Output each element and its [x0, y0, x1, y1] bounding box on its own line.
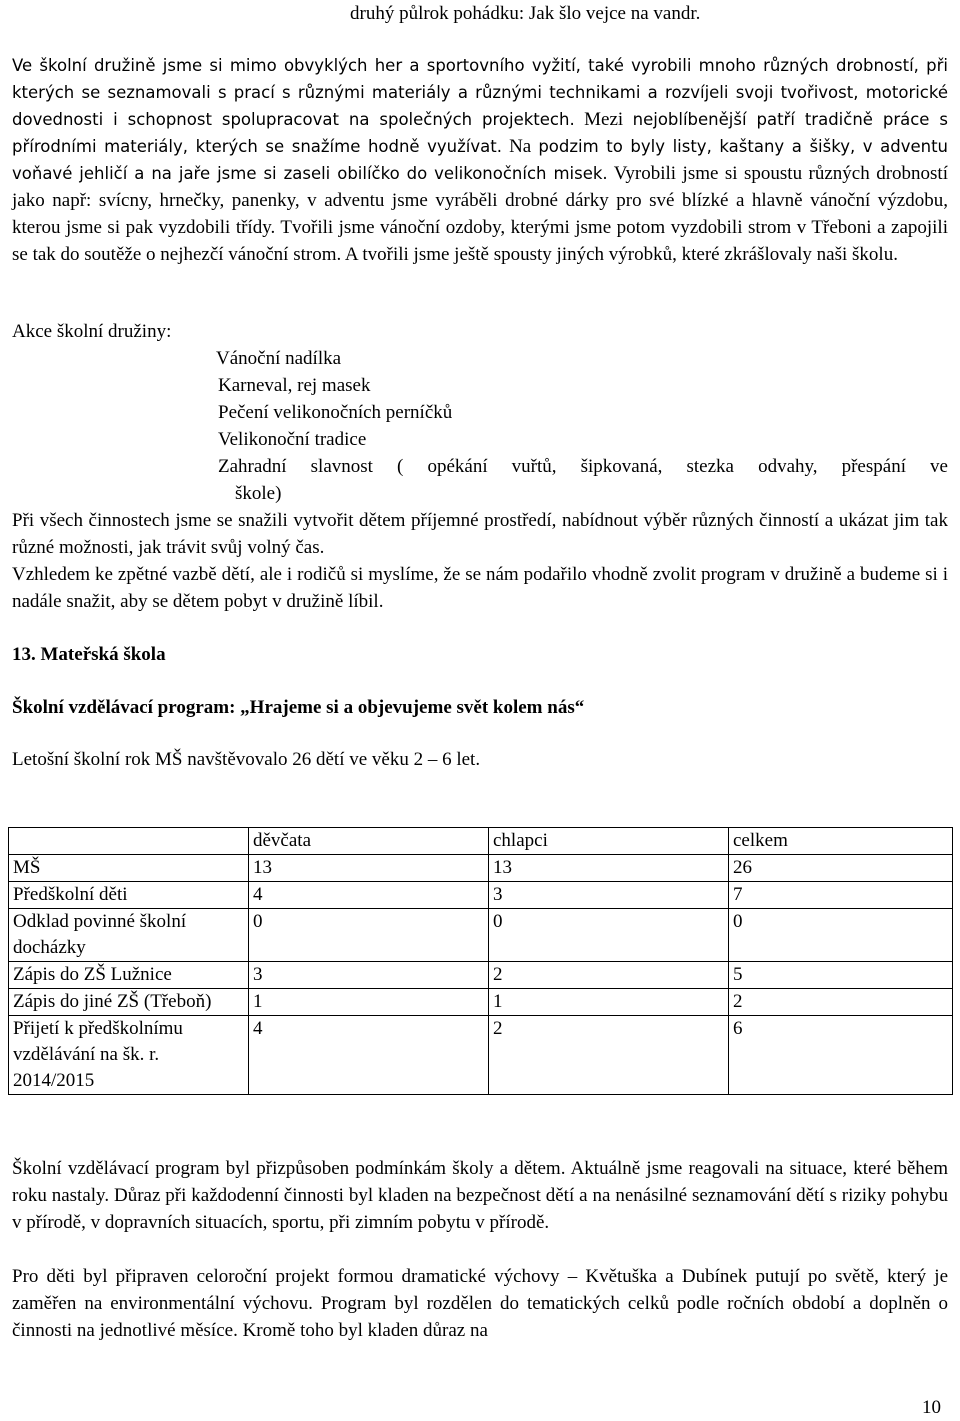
action-item: Vánoční nadílka: [216, 348, 342, 369]
table-cell: 2: [489, 962, 729, 989]
intro-serif-2: Na: [509, 136, 532, 157]
action-item-continuation: škole): [235, 483, 282, 504]
table-cell: 0: [249, 909, 489, 962]
table-row: [9, 1016, 953, 1095]
intro-sans-1: Ve školní družině jsme si mimo obvyklých her a sportovního vyžití, také vyrobili mnoho různých drobností, při kterých se seznamovali s prací s různými materiály a různými technikami a rozvíjeli svoji tvořivost, motorické dovednosti i schopnost spolupracovat na společných projektech.: [12, 56, 948, 129]
intro-sans-2: nejoblíbenější patří tradičně práce s přírodními materiály, kterých se snažíme hodně využívat.: [12, 110, 948, 156]
table-cell: 13: [249, 855, 489, 882]
action-item: Pečení velikonočních perníčků: [218, 402, 453, 423]
table-row: [9, 855, 953, 882]
table-header-cell: [9, 828, 249, 855]
table-cell: 2: [489, 1016, 729, 1095]
table-cell: 1: [489, 989, 729, 1016]
intro-paragraph: [12, 52, 948, 268]
table-cell: 26: [729, 855, 953, 882]
paragraph-activities: Při všech činnostech jsme se snažili vytvořit dětem příjemné prostředí, nabídnout výběr různých činností a ukázat jim tak různé možnosti, jak trávit svůj volný čas.: [12, 510, 948, 558]
table-cell: Odklad povinné školní docházky: [9, 909, 249, 962]
table-header-cell: děvčata: [249, 828, 489, 855]
attendance-text: Letošní školní rok MŠ navštěvovalo 26 dětí ve věku 2 – 6 let.: [12, 749, 481, 770]
table-cell: 0: [489, 909, 729, 962]
intro-serif-3: Vyrobili jsme si spoustu různých drobností jako např: svícny, hrnečky, panenky, v adventu jsme vyráběli drobné dárky pro své blízké a hlavně vánoční výzdobu, kterou jsme si pak vyzdobili třídy. Tvořili jsme vánoční ozdoby, kterými jsme potom vyzdobili strom v Třeboni a zapojili se tak do soutěže o nejhezčí vánoční strom. A tvořili jsme ještě spousty jiných výrobků, které zkrášlovaly naši školu.: [12, 163, 948, 265]
table-header-row: [9, 828, 953, 855]
table-row: [9, 989, 953, 1016]
action-item: Velikonoční tradice: [218, 429, 367, 450]
actions-list: [216, 345, 948, 507]
table-cell: Zápis do ZŠ Lužnice: [9, 962, 249, 989]
table-cell: 7: [729, 882, 953, 909]
top-line: druhý půlrok pohádku: Jak šlo vejce na vandr.: [350, 3, 701, 24]
table-cell: Předškolní děti: [9, 882, 249, 909]
actions-label: Akce školní družiny:: [12, 321, 172, 342]
table-cell: Přijetí k předškolnímu vzdělávání na šk. r. 2014/2015: [9, 1016, 249, 1095]
table-row: [9, 909, 953, 962]
action-item: Zahradní slavnost ( opékání vuřtů, šipkovaná, stezka odvahy, přespání ve: [218, 456, 948, 477]
table-cell: 3: [489, 882, 729, 909]
table-header-cell: celkem: [729, 828, 953, 855]
table-cell: 1: [249, 989, 489, 1016]
page-number: 10: [922, 1397, 941, 1418]
children-stats-table: [8, 827, 953, 1095]
paragraph-feedback: Vzhledem ke zpětné vazbě dětí, ale i rodičů si myslíme, že se nám podařilo vhodně zvolit program v družině a budeme si i nadále snažit, aby se dětem pobyt v družině líbil.: [12, 564, 948, 612]
table-header-cell: chlapci: [489, 828, 729, 855]
table-cell: 4: [249, 1016, 489, 1095]
intro-sans-3: podzim to byly listy, kaštany a šišky, v adventu voňavé jehličí a na jaře jsme si zaseli obilíčko do velikonočních misek.: [12, 137, 949, 183]
table-cell: 6: [729, 1016, 953, 1095]
paragraph-project: Pro děti byl připraven celoroční projekt formou dramatické výchovy – Květuška a Dubínek putují po světě, který je zaměřen na environmentální výchovu. Program byl rozdělen do tematických celků podle ročních období a doplněn o činnosti na jednotlivé měsíce. Kromě toho byl kladen důraz na: [12, 1266, 948, 1341]
table-row: [9, 882, 953, 909]
table-cell: 5: [729, 962, 953, 989]
table-cell: 13: [489, 855, 729, 882]
program-heading: Školní vzdělávací program: „Hrajeme si a objevujeme svět kolem nás“: [12, 697, 585, 718]
table-cell: 2: [729, 989, 953, 1016]
action-item: Karneval, rej masek: [218, 375, 371, 396]
table-row: [9, 962, 953, 989]
table-cell: 3: [249, 962, 489, 989]
table-cell: 0: [729, 909, 953, 962]
section-heading: 13. Mateřská škola: [12, 644, 166, 665]
table-cell: MŠ: [9, 855, 249, 882]
paragraph-program: Školní vzdělávací program byl přizpůsoben podmínkám školy a dětem. Aktuálně jsme reagovali na situace, které během roku nastaly. Důraz při každodenní činnosti byl kladen na bezpečnost dětí a na nenásilné seznamování dětí s riziky pohybu v přírodě, v dopravních situacích, sportu, při zimním pobytu v přírodě.: [12, 1158, 948, 1233]
intro-serif-1: Mezi: [584, 109, 624, 130]
table-cell: Zápis do jiné ZŠ (Třeboň): [9, 989, 249, 1016]
table-cell: 4: [249, 882, 489, 909]
